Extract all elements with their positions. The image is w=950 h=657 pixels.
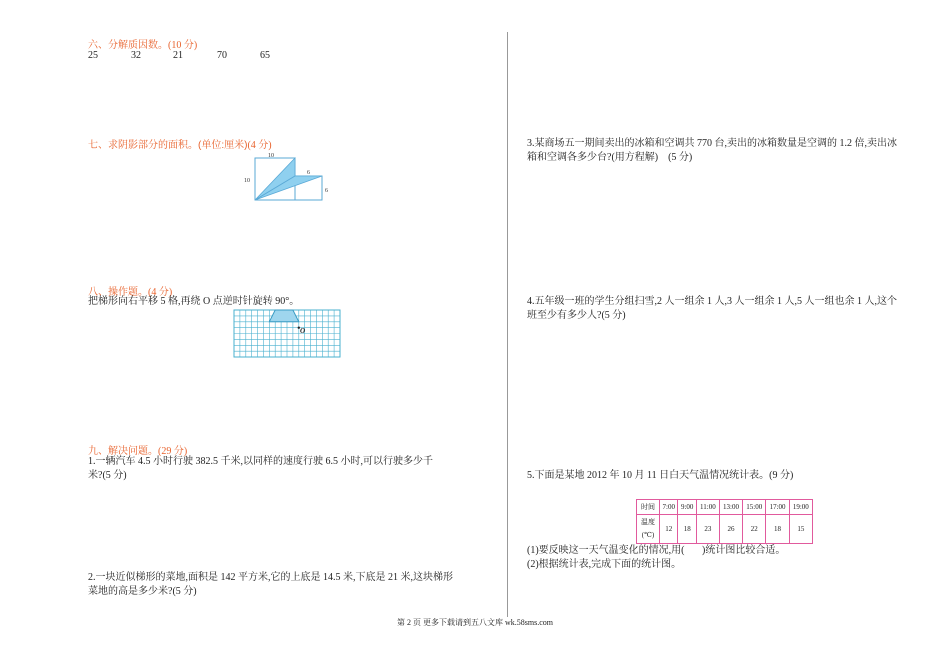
section-points: (4 分): [148, 287, 173, 298]
number-item: 25: [88, 50, 98, 61]
question-1-line-1: 1.一辆汽车 4.5 小时行驶 382.5 千米,以同样的速度行驶 6.5 小时,可以行驶多少千: [88, 456, 433, 467]
sub-question-2: (2)根据统计表,完成下面的统计图。: [527, 559, 682, 570]
row-label-temp: 温度: [641, 518, 655, 526]
question-3-line-2: 箱和空调各多少台?(用方程解) (5 分): [527, 152, 693, 163]
row-label-unit: (℃): [641, 531, 655, 539]
temp-cell: 12: [660, 515, 678, 544]
number-item: 32: [131, 50, 141, 61]
temp-cell: 18: [678, 515, 696, 544]
time-cell: 19:00: [789, 500, 812, 515]
question-5: 5.下面是某地 2012 年 10 月 11 日白天气温情况统计表。(9 分): [527, 470, 794, 481]
label-small-right: 6: [325, 188, 328, 194]
section-points: (29 分): [158, 446, 188, 457]
column-divider: [507, 32, 508, 617]
question-1-line-2: 米?(5 分): [88, 470, 127, 481]
number-item: 70: [217, 50, 227, 61]
question-4-line-2: 班至少有多少人?(5 分): [527, 310, 626, 321]
section-title-text: 六、分解质因数。: [88, 40, 168, 51]
section-points: (4 分): [247, 140, 272, 151]
label-small-top: 6: [307, 170, 310, 176]
time-cell: 7:00: [660, 500, 678, 515]
shaded-area-figure: [240, 148, 340, 204]
page-footer: 第 2 页 更多下载请到五八文库 wk.58sms.com: [397, 618, 553, 627]
operation-instruction: 把梯形向右平移 5 格,再绕 O 点逆时针旋转 90°。: [88, 296, 300, 307]
number-list: [88, 48, 308, 64]
header-label-cell: 时间: [637, 500, 660, 515]
temp-cell: 15: [789, 515, 812, 544]
time-cell: 17:00: [766, 500, 789, 515]
temp-cell: 26: [719, 515, 742, 544]
temp-cell: 18: [766, 515, 789, 544]
section-title-text: 九、解决问题。: [88, 446, 158, 457]
number-item: 21: [173, 50, 183, 61]
point-o-label: O: [300, 327, 306, 335]
temp-cell: 22: [743, 515, 766, 544]
temp-cell: 23: [696, 515, 719, 544]
row-label-cell: [637, 515, 660, 544]
section-title-text: 八、操作题。: [88, 287, 148, 298]
section-points: (10 分): [168, 40, 198, 51]
table-row: [637, 515, 813, 544]
label-left: 10: [244, 178, 250, 184]
temperature-table: [636, 499, 813, 544]
table-row: [637, 500, 813, 515]
time-cell: 11:00: [696, 500, 719, 515]
grid-figure: [233, 309, 343, 359]
time-cell: 13:00: [719, 500, 742, 515]
question-3-line-1: 3.某商场五一期间卖出的冰箱和空调共 770 台,卖出的冰箱数量是空调的 1.2 倍,卖出冰: [527, 138, 897, 149]
question-2-line-1: 2.一块近似梯形的菜地,面积是 142 平方米,它的上底是 14.5 米,下底是 21 米,这块梯形: [88, 572, 453, 583]
time-cell: 9:00: [678, 500, 696, 515]
time-cell: 15:00: [743, 500, 766, 515]
number-item: 65: [260, 50, 270, 61]
label-top: 10: [268, 153, 274, 159]
section-title-text: 七、求阴影部分的面积。(单位:厘米): [88, 140, 248, 151]
question-2-line-2: 菜地的高是多少米?(5 分): [88, 586, 197, 597]
sub-question-1: (1)要反映这一天气温变化的情况,用( )统计图比较合适。: [527, 545, 786, 556]
question-4-line-1: 4.五年级一班的学生分组扫雪,2 人一组余 1 人,3 人一组余 1 人,5 人一组也余 1 人,这个: [527, 296, 897, 307]
